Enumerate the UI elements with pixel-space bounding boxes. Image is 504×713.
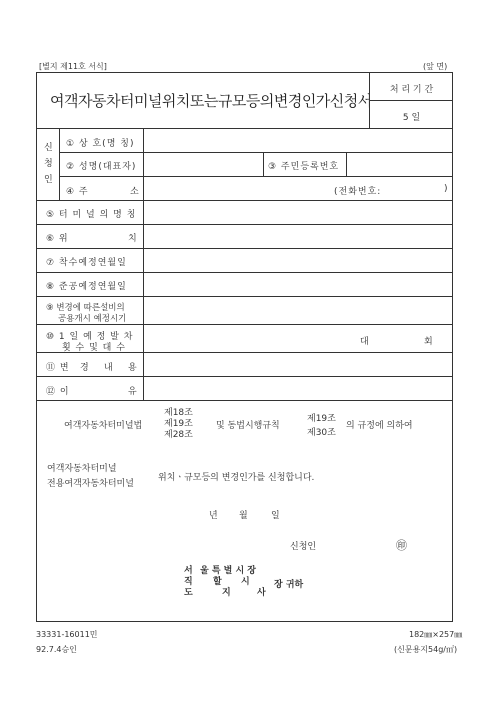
recipient-col-2: 울 특 별 시 장 할 지	[200, 566, 257, 598]
facility-date-label-2: 공용개시 예정시기	[58, 314, 127, 324]
trade-name-label: ① 상 호(명 칭)	[66, 139, 135, 149]
address-label-2: 소	[130, 187, 140, 197]
address-label: ④ 주	[66, 187, 89, 197]
facility-date-label-1: ⑨ 변경에 따른설비의	[46, 303, 125, 313]
date-year: 년	[209, 511, 218, 521]
recipient-suffix: 장 귀하	[274, 580, 304, 590]
seal-mark: ㊞	[396, 539, 407, 552]
change-content-label: ⑪ 변	[46, 363, 70, 373]
processing-period-value: 5 일	[402, 113, 421, 123]
processing-period-label: 처 리 기 간	[389, 85, 434, 95]
applicant-label: 신 청 인	[44, 143, 53, 185]
recipient-col-3: 시 사	[241, 577, 266, 598]
footer-code: 33331-16011민	[36, 630, 98, 639]
form-number: [별지 제11호 서식]	[39, 62, 107, 71]
statement-and: 및 동법시행규칙	[216, 421, 280, 431]
page-side: (앞 면)	[423, 62, 448, 71]
date-day: 일	[271, 511, 280, 521]
resident-no-label: ③ 주민등록번호	[268, 162, 340, 172]
reason-label: ⑫ 이	[46, 387, 70, 397]
statement-articles: 제18조 제19조 제28조	[164, 408, 193, 440]
location-label: ⑥ 위	[46, 234, 69, 244]
footer-approval: 92.7.4승인	[36, 645, 77, 654]
statement-suffix: 의 규정에 의하여	[346, 421, 413, 431]
footer-paper: (신문용지54g/㎡)	[394, 645, 458, 654]
statement-rule-articles: 제19조 제30조	[307, 414, 336, 438]
daily-unit-trips: 회	[424, 337, 434, 347]
terminal-name-label: ⑤ 터 미 널 의 명 칭	[46, 210, 137, 220]
form-title: 여객자동차터미널위치또는규모등의변경인가신청서	[50, 92, 372, 110]
date-month: 월	[239, 511, 248, 521]
statement-law: 여객자동차터미널법	[64, 421, 143, 431]
completion-date-label: ⑧ 준공예정연월일	[46, 282, 127, 292]
phone-label: (전화번호:	[334, 187, 382, 197]
recipient-col-1: 서 직 도	[184, 566, 193, 598]
signer-label: 신청인	[290, 542, 317, 552]
terminal-types: 여객자동차터미널 전용여객자동차터미널	[47, 464, 134, 489]
statement-request: 위치ㆍ규모등의 변경인가를 신청합니다.	[158, 473, 315, 483]
start-date-label: ⑦ 착수예정연월일	[46, 258, 127, 268]
location-label-2: 치	[128, 234, 138, 244]
representative-label: ② 성명(대표자)	[66, 162, 137, 172]
footer-size: 182㎜×257㎜	[409, 630, 463, 639]
daily-trips-label-1: ⑩ 1 일 예 정 발 차	[46, 332, 134, 342]
daily-unit-vehicles: 대	[360, 337, 370, 347]
daily-trips-label-2: 횟 수 및 대 수	[62, 343, 126, 353]
phone-close: )	[444, 184, 449, 194]
